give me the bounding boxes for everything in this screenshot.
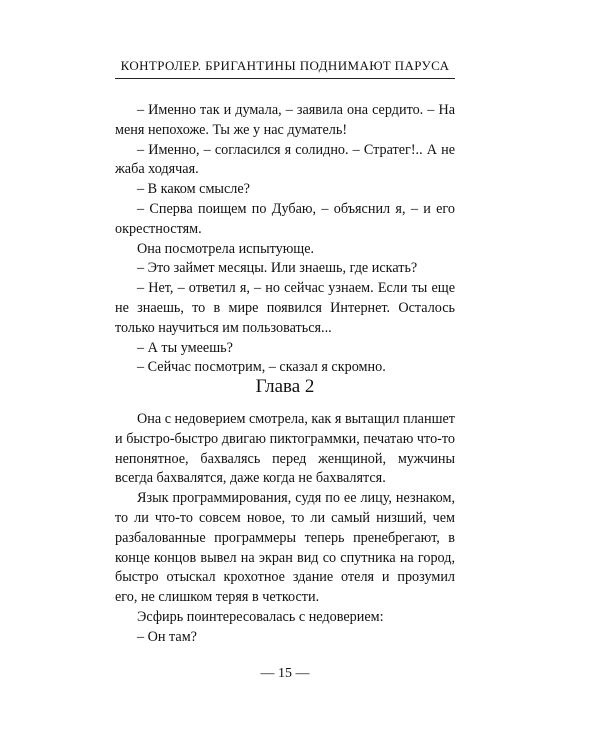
text-block-after-chapter xyxy=(115,410,455,648)
paragraph: – Он там? xyxy=(137,628,197,645)
page-number: — 15 — xyxy=(260,666,310,681)
paragraph: – Сперва поищем по Дубаю, – объяснил я, – и его окрестностям. xyxy=(115,200,455,237)
paragraph: Язык программирования, судя по ее лицу, незнаком, то ли что-то совсем новое, то ли самый низший, чем разбалованные программеры теперь пренебрегают, в конце концов вывел на экран вид со спутника на город, быстро отыскал крохотное здание отеля и прозумил его, не слишком теряя в четкости. xyxy=(115,490,455,606)
paragraph: – А ты умеешь? xyxy=(137,339,233,356)
paragraph: Она посмотрела испытующе. xyxy=(137,240,315,257)
paragraph: – Это займет месяцы. Или знаешь, где искать? xyxy=(137,260,418,277)
running-head: КОНТРОЛЕР. БРИГАНТИНЫ ПОДНИМАЮТ ПАРУСА xyxy=(120,58,450,73)
text-block-before-chapter xyxy=(115,101,455,378)
paragraph: Эсфирь поинтересовалась с недоверием: xyxy=(137,608,384,625)
paragraph: – В каком смысле? xyxy=(137,181,250,198)
paragraph: – Именно, – согласился я солидно. – Стратег!.. А не жаба ходячая. xyxy=(115,141,455,178)
paragraph: – Нет, – ответил я, – но сейчас узнаем. Если ты еще не знаешь, то в мире появился Интернет. Осталось только научиться им пользоваться... xyxy=(115,280,455,336)
paragraph: – Сейчас посмотрим, – сказал я скромно. xyxy=(137,359,386,376)
paragraph: – Именно так и думала, – заявила она сердито. – На меня непохоже. Ты же у нас думатель! xyxy=(115,102,455,138)
chapter-heading: Глава 2 xyxy=(255,376,315,397)
header-rule xyxy=(115,78,455,79)
paragraph: Она с недоверием смотрела, как я вытащил планшет и быстро-быстро двигаю пиктограммки, печатаю что-то непонятное, бахвалясь перед женщиной, мужчины всегда бахвалятся, даже когда не бахвалятся. xyxy=(115,411,455,487)
